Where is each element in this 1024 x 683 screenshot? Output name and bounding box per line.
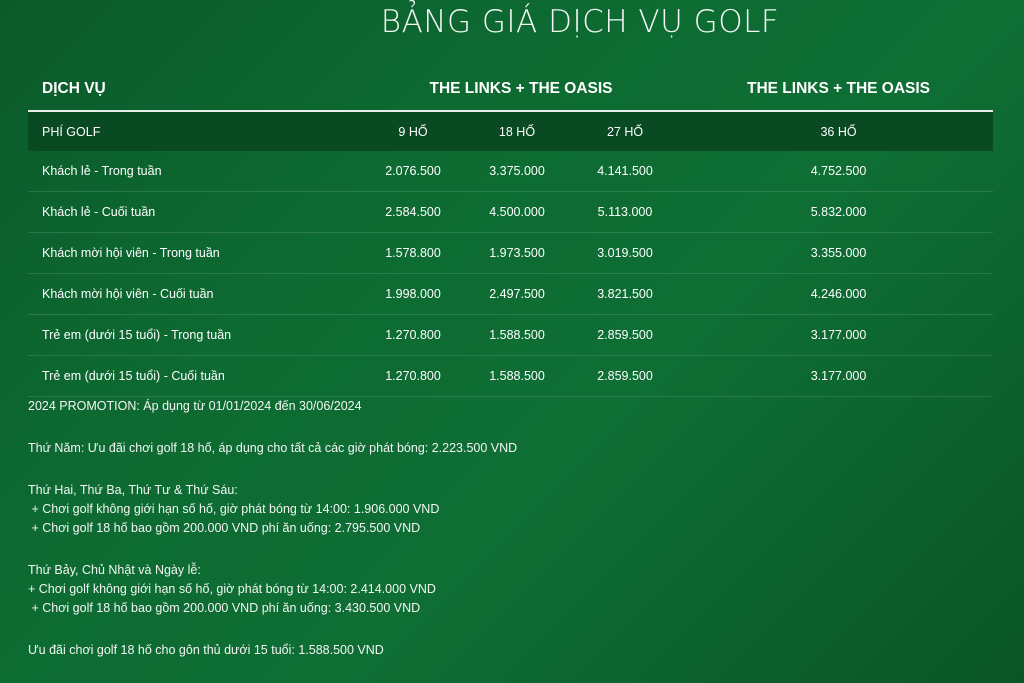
price-27-holes: 2.859.500	[566, 315, 684, 356]
promotion-weekday-line: + Chơi golf không giới hạn số hố, giờ phát bóng từ 14:00: 1.906.000 VND	[28, 502, 440, 516]
subheader-9-holes: 9 HỐ	[358, 111, 468, 151]
row-name: Khách mời hội viên - Cuối tuần	[28, 274, 358, 315]
price-9-holes: 1.270.800	[358, 356, 468, 397]
row-name: Trẻ em (dưới 15 tuổi) - Trong tuần	[28, 315, 358, 356]
promotion-weekend-heading: Thứ Bảy, Chủ Nhật và Ngày lễ:	[28, 563, 201, 577]
subheader-27-holes: 27 HỐ	[566, 111, 684, 151]
header-group-1: THE LINKS + THE OASIS	[358, 68, 684, 111]
header-service: DỊCH VỤ	[28, 68, 358, 111]
subheader-18-holes: 18 HỐ	[468, 111, 566, 151]
price-18-holes: 1.973.500	[468, 233, 566, 274]
price-27-holes: 4.141.500	[566, 151, 684, 192]
promotion-weekend-line: + Chơi golf 18 hố bao gồm 200.000 VND phí ăn uống: 3.430.500 VND	[28, 601, 421, 615]
promotion-weekday-line: + Chơi golf 18 hố bao gồm 200.000 VND phí ăn uống: 2.795.500 VND	[28, 521, 421, 535]
promotion-weekend-line: + Chơi golf không giới hạn số hố, giờ phát bóng từ 14:00: 2.414.000 VND	[28, 582, 436, 596]
promotion-heading: 2024 PROMOTION: Áp dụng từ 01/01/2024 đến 30/06/2024	[28, 399, 362, 413]
table-row	[28, 192, 993, 233]
subheader-row	[28, 111, 993, 151]
price-27-holes: 3.019.500	[566, 233, 684, 274]
table-header-row	[28, 68, 993, 111]
price-36-holes: 3.177.000	[684, 356, 993, 397]
row-name: Khách lẻ - Trong tuần	[28, 151, 358, 192]
price-36-holes: 5.832.000	[684, 192, 993, 233]
price-18-holes: 1.588.500	[468, 315, 566, 356]
price-36-holes: 4.752.500	[684, 151, 993, 192]
subheader-36-holes: 36 HỐ	[684, 111, 993, 151]
table-row	[28, 315, 993, 356]
subheader-label: PHÍ GOLF	[28, 111, 358, 151]
price-18-holes: 4.500.000	[468, 192, 566, 233]
price-27-holes: 5.113.000	[566, 192, 684, 233]
price-9-holes: 2.584.500	[358, 192, 468, 233]
price-27-holes: 2.859.500	[566, 356, 684, 397]
price-18-holes: 1.588.500	[468, 356, 566, 397]
price-table	[28, 68, 993, 397]
price-18-holes: 3.375.000	[468, 151, 566, 192]
price-36-holes: 4.246.000	[684, 274, 993, 315]
price-18-holes: 2.497.500	[468, 274, 566, 315]
price-36-holes: 3.177.000	[684, 315, 993, 356]
table-row	[28, 151, 993, 192]
row-name: Trẻ em (dưới 15 tuổi) - Cuối tuần	[28, 356, 358, 397]
price-9-holes: 1.998.000	[358, 274, 468, 315]
promotion-thursday: Thứ Năm: Ưu đãi chơi golf 18 hố, áp dụng cho tất cả các giờ phát bóng: 2.223.500 VND	[28, 441, 518, 455]
table-row	[28, 274, 993, 315]
price-9-holes: 2.076.500	[358, 151, 468, 192]
page-title: BẢNG GIÁ DỊCH VỤ GOLF	[380, 4, 780, 40]
table-row	[28, 233, 993, 274]
header-group-2: THE LINKS + THE OASIS	[684, 68, 993, 111]
price-9-holes: 1.578.800	[358, 233, 468, 274]
price-36-holes: 3.355.000	[684, 233, 993, 274]
promotion-weekday-heading: Thứ Hai, Thứ Ba, Thứ Tư & Thứ Sáu:	[28, 483, 238, 497]
promotion-notes	[28, 397, 988, 660]
price-27-holes: 3.821.500	[566, 274, 684, 315]
promotion-junior: Ưu đãi chơi golf 18 hố cho gôn thủ dưới 15 tuổi: 1.588.500 VND	[28, 643, 384, 657]
row-name: Khách lẻ - Cuối tuần	[28, 192, 358, 233]
price-9-holes: 1.270.800	[358, 315, 468, 356]
table-row	[28, 356, 993, 397]
row-name: Khách mời hội viên - Trong tuần	[28, 233, 358, 274]
